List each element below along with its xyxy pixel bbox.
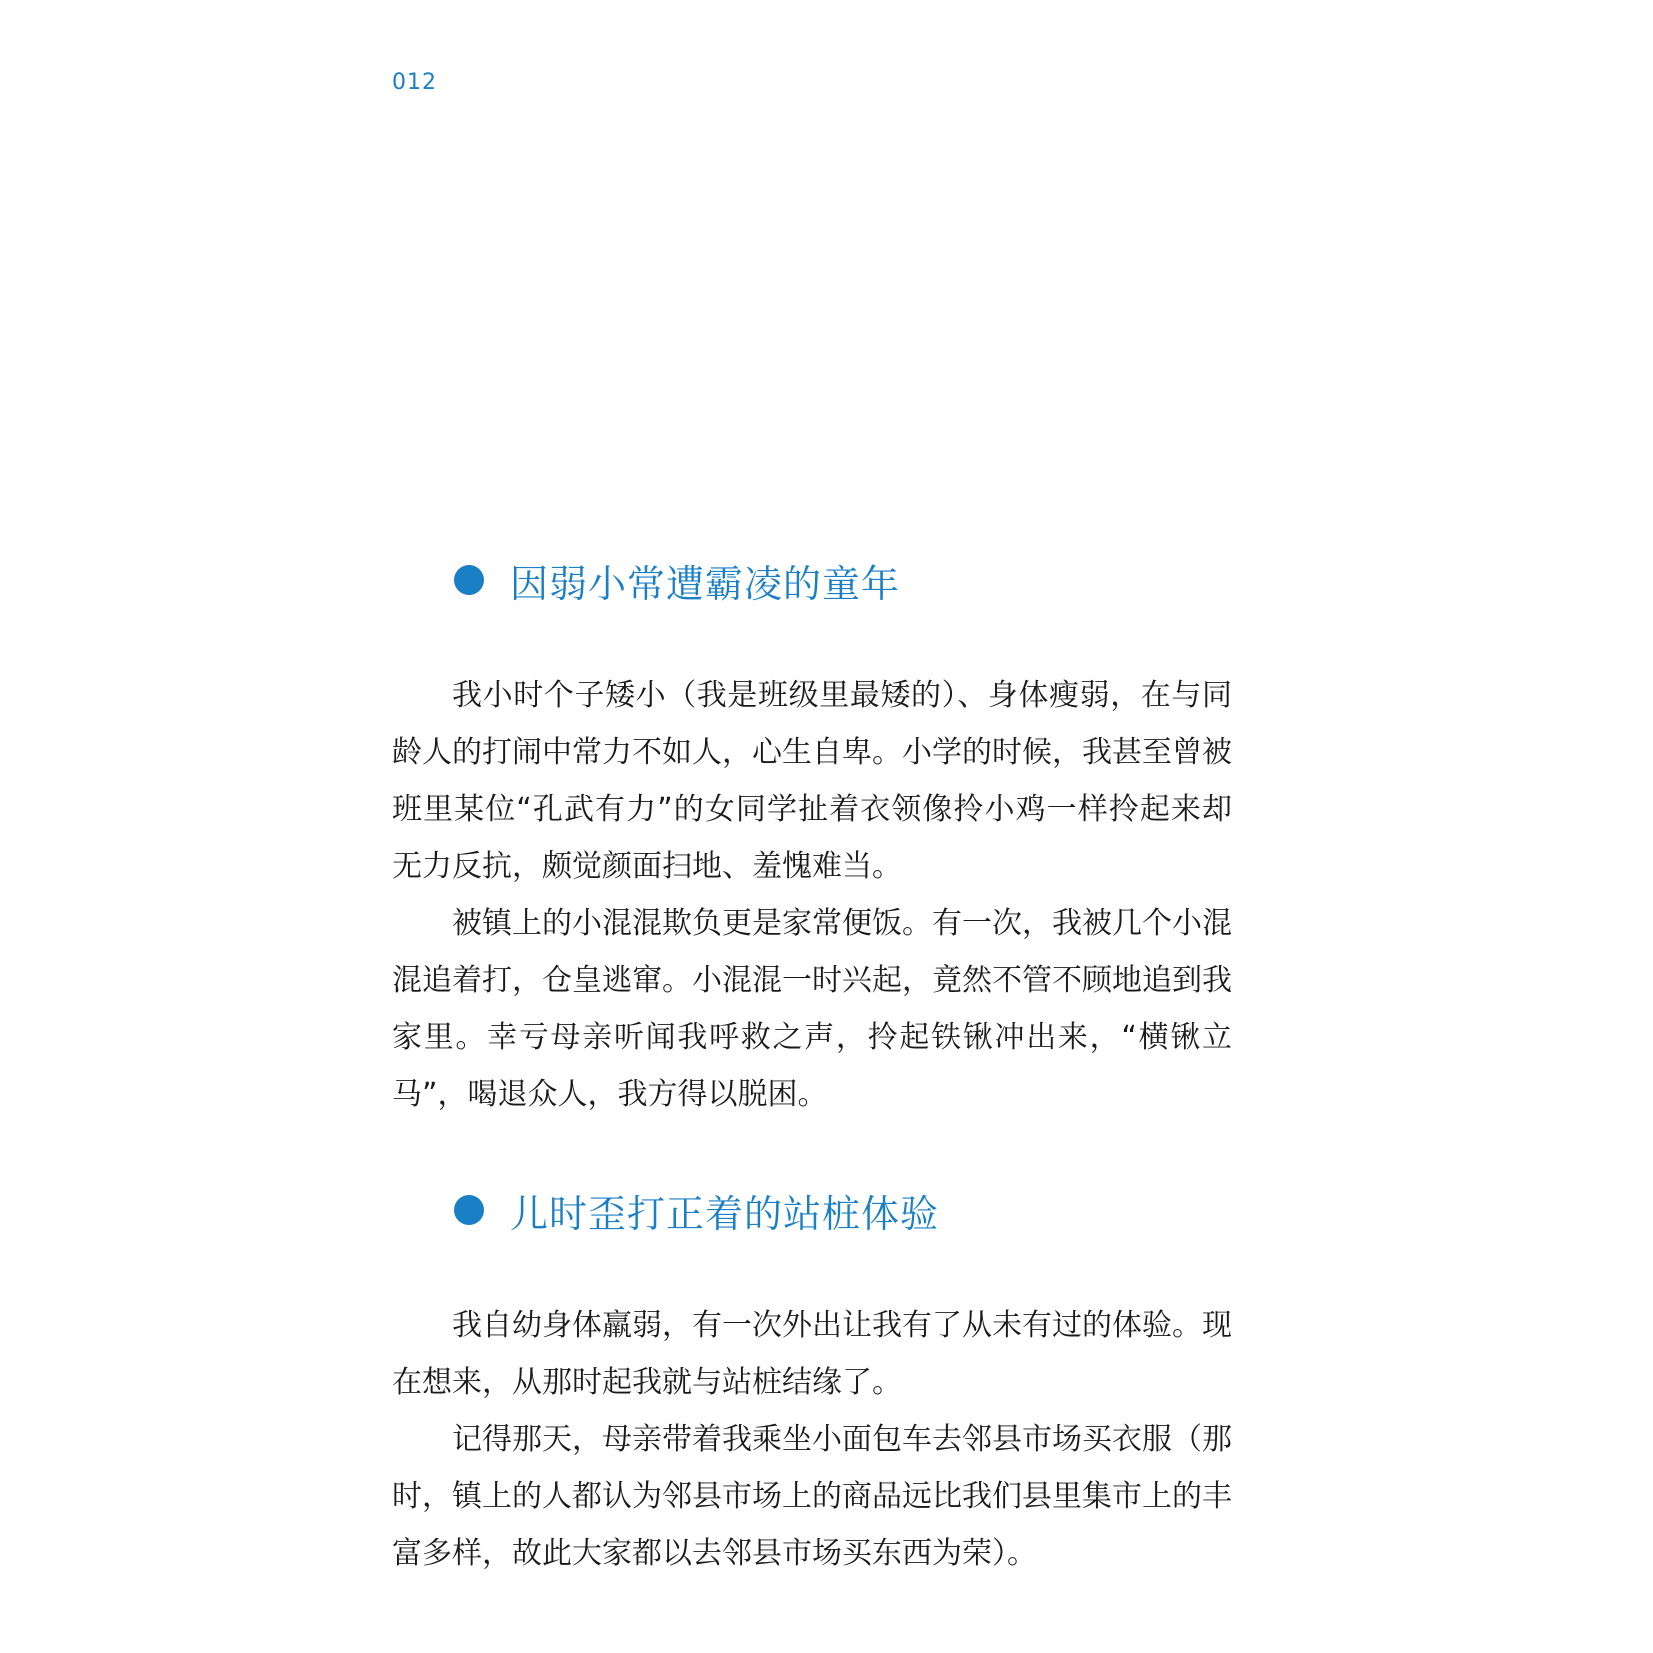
paragraph: 被镇上的小混混欺负更是家常便饭。有一次，我被几个小混混追着打，仓皇逃窜。小混混一时兴起，竟然不管不顾地追到我家里。幸亏母亲听闻我呼救之声，拎起铁锹冲出来，“横锹立马”，喝退众人，我方得以脱困。	[392, 906, 1232, 1112]
section-standing-pile-experience	[392, 1185, 1232, 1582]
section-body	[392, 667, 1232, 1123]
paragraph: 我自幼身体羸弱，有一次外出让我有了从未有过的体验。现在想来，从那时起我就与站桩结缘了。	[392, 1308, 1232, 1400]
section-heading	[454, 1185, 1232, 1235]
section-body	[392, 1297, 1232, 1582]
section-title: 因弱小常遭霸凌的童年	[510, 561, 901, 606]
section-childhood-bullying	[392, 555, 1232, 1123]
bullet-dot-icon	[454, 565, 484, 595]
bullet-dot-icon	[454, 1195, 484, 1225]
section-heading	[454, 555, 1232, 605]
page-number: 012	[392, 70, 437, 95]
section-title: 儿时歪打正着的站桩体验	[510, 1191, 940, 1236]
paragraph: 我小时个子矮小（我是班级里最矮的）、身体瘦弱，在与同龄人的打闹中常力不如人，心生自卑。小学的时候，我甚至曾被班里某位“孔武有力”的女同学扯着衣领像拎小鸡一样拎起来却无力反抗，颇觉颜面扫地、羞愧难当。	[392, 678, 1232, 884]
paragraph: 记得那天，母亲带着我乘坐小面包车去邻县市场买衣服（那时，镇上的人都认为邻县市场上的商品远比我们县里集市上的丰富多样，故此大家都以去邻县市场买东西为荣）。	[392, 1422, 1232, 1571]
